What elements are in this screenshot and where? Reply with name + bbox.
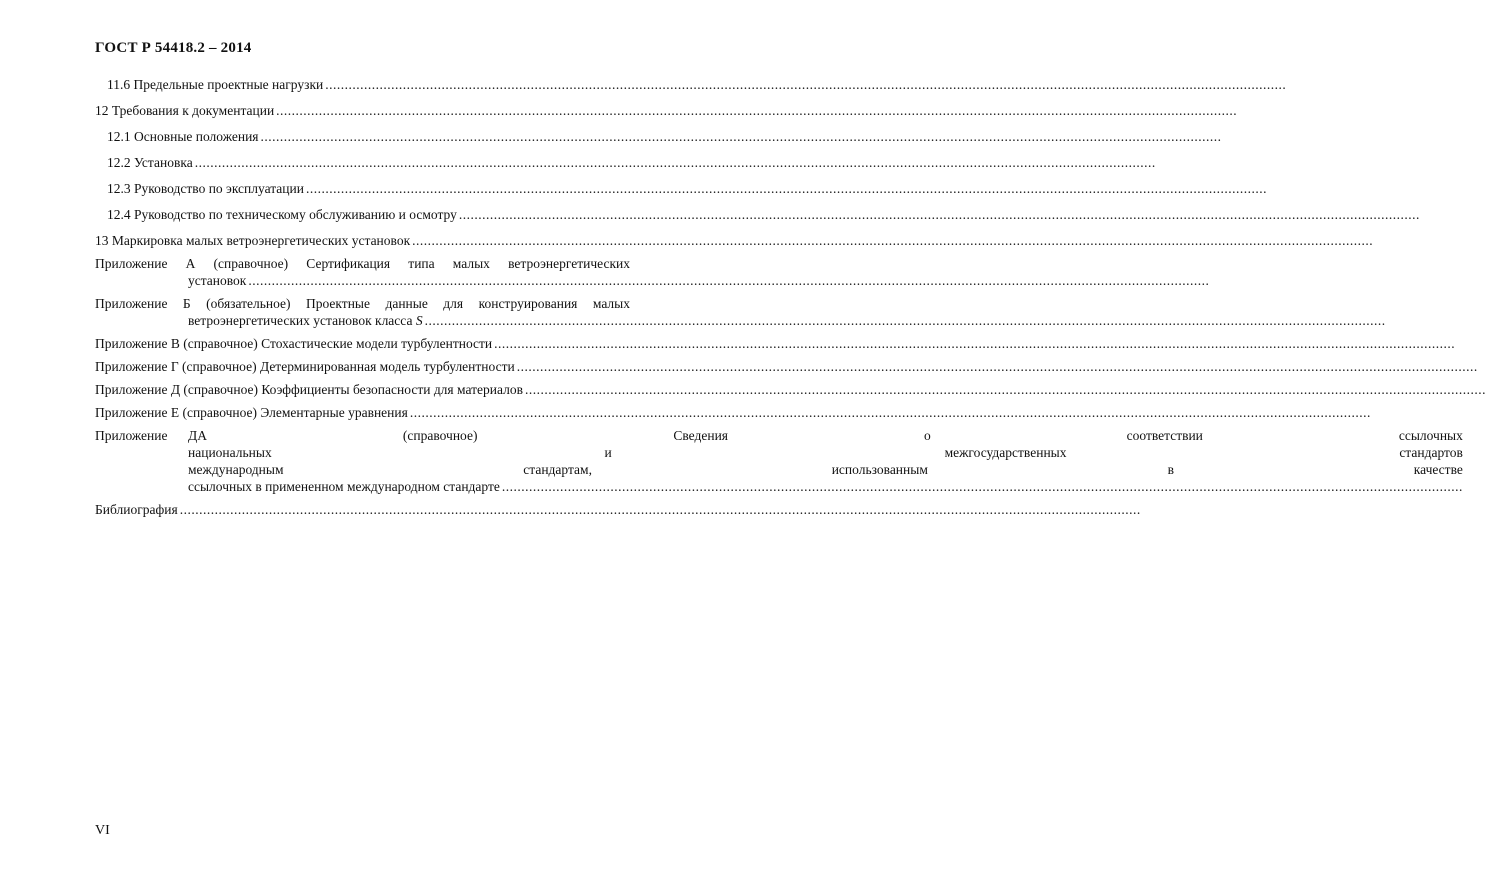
document-header: ГОСТ Р 54418.2 – 2014 bbox=[95, 40, 252, 56]
toc-entry-12-3[interactable] bbox=[95, 180, 630, 197]
dot-leader bbox=[425, 312, 1386, 329]
toc-entry-appendix-a[interactable] bbox=[95, 255, 630, 289]
toc-entry-text-continued: международным стандартам, использованным в качестве bbox=[188, 462, 1463, 477]
toc-entry-11-6[interactable] bbox=[95, 76, 630, 93]
toc-entry-appendix-d[interactable] bbox=[95, 381, 630, 398]
toc-entry-appendix-g[interactable] bbox=[95, 358, 630, 375]
dot-leader bbox=[525, 381, 1486, 398]
toc-entry-appendix-b[interactable] bbox=[95, 295, 630, 329]
toc-entry-text: 11.6 Предельные проектные нагрузки bbox=[107, 77, 324, 92]
dot-leader bbox=[412, 232, 1373, 249]
dot-leader bbox=[459, 206, 1420, 223]
toc-entry-text: Приложение Г (справочное) Детерминированная модель турбулентности bbox=[95, 359, 515, 374]
toc-entry-text-continued: национальных и межгосударственных стандартов bbox=[188, 445, 1463, 460]
dot-leader bbox=[494, 335, 1455, 352]
toc-entry-12-4[interactable] bbox=[95, 206, 630, 223]
dot-leader bbox=[180, 501, 1141, 518]
toc-entry-text: 12.3 Руководство по эксплуатации bbox=[107, 181, 304, 196]
dot-leader bbox=[517, 358, 1478, 375]
dot-leader bbox=[410, 404, 1371, 421]
toc-entry-text-continued: ссылочных в примененном международном стандарте bbox=[188, 479, 500, 494]
toc-entry-text: Приложение Д (справочное) Коэффициенты безопасности для материалов bbox=[95, 382, 523, 397]
toc-entry-text: ДА (справочное) Сведения о соответствии ссылочных bbox=[188, 428, 1463, 443]
toc-entry-12-2[interactable] bbox=[95, 154, 630, 171]
dot-leader bbox=[306, 180, 1267, 197]
toc-entry-appendix-da[interactable] bbox=[95, 427, 1463, 495]
toc-entry-text: 12.4 Руководство по техническому обслуживанию и осмотру bbox=[107, 207, 457, 222]
dot-leader bbox=[195, 154, 1156, 171]
toc-entry-text: Приложение А (справочное) Сертификация типа малых ветроэнергетических bbox=[95, 256, 630, 271]
dot-leader bbox=[248, 272, 1209, 289]
toc-entry-bibliography[interactable] bbox=[95, 501, 630, 518]
dot-leader bbox=[276, 102, 1237, 119]
toc-entry-13[interactable] bbox=[95, 232, 630, 249]
toc-entry-text-continued: ветроэнергетических установок класса bbox=[188, 313, 413, 328]
toc-entry-text: 12.1 Основные положения bbox=[107, 129, 259, 144]
appendix-label: Приложение bbox=[95, 428, 168, 443]
class-symbol: S bbox=[415, 313, 423, 328]
toc-entry-text: 12.2 Установка bbox=[107, 155, 193, 170]
toc-entry-12-1[interactable] bbox=[95, 128, 630, 145]
table-of-contents bbox=[95, 76, 1463, 518]
dot-leader bbox=[261, 128, 1222, 145]
toc-entry-appendix-e[interactable] bbox=[95, 404, 630, 421]
toc-entry-text: 13 Маркировка малых ветроэнергетических установок bbox=[95, 233, 411, 248]
toc-entry-text: Библиография bbox=[95, 502, 178, 517]
toc-entry-text: Приложение Б (обязательное) Проектные данные для конструирования малых bbox=[95, 296, 630, 311]
dot-leader bbox=[502, 478, 1463, 495]
page-number: VI bbox=[95, 823, 110, 838]
toc-entry-text-continued: установок bbox=[188, 273, 247, 288]
toc-entry-text: Приложение Е (справочное) Элементарные уравнения bbox=[95, 405, 408, 420]
dot-leader bbox=[325, 76, 1286, 93]
toc-entry-appendix-v[interactable] bbox=[95, 335, 630, 352]
toc-entry-12[interactable] bbox=[95, 102, 630, 119]
toc-entry-text: 12 Требования к документации bbox=[95, 103, 275, 118]
toc-entry-text: Приложение В (справочное) Стохастические модели турбулентности bbox=[95, 336, 493, 351]
